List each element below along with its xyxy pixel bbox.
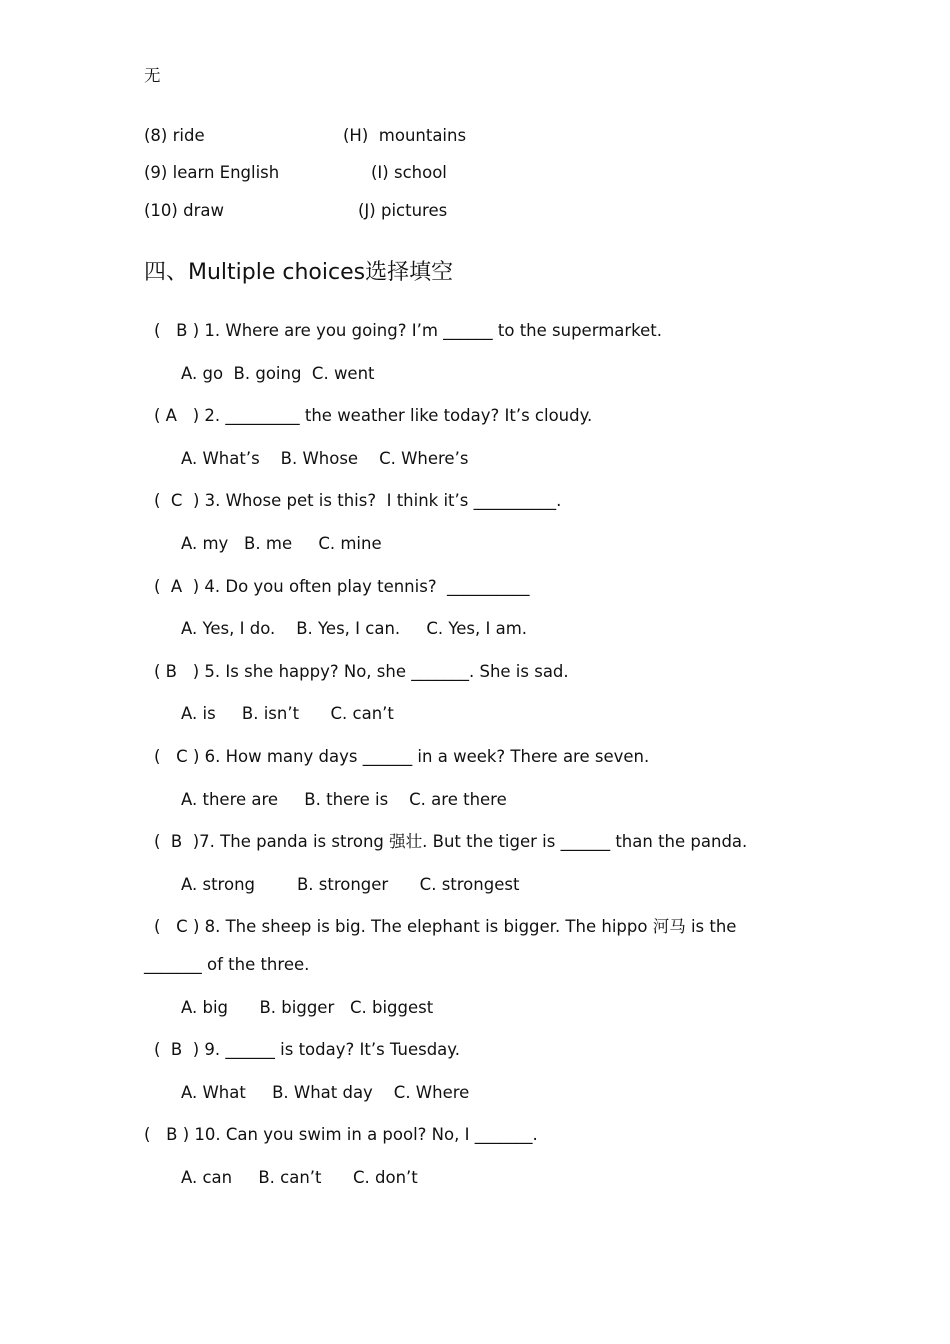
matching-left-9: (9) learn English [144,163,280,182]
question-6-stem: ( C ) 6. How many days ______ in a week? There are seven. [154,747,650,766]
question-9-stem: ( B ) 9. ______ is today? It’s Tuesday. [154,1040,460,1059]
question-2-options: A. What’s B. Whose C. Where’s [181,449,469,468]
question-9-options: A. What B. What day C. Where [181,1083,470,1102]
section-heading [144,262,453,284]
question-1-options: A. go B. going C. went [181,364,375,383]
matching-right-h: (H) mountains [343,126,467,145]
question-7-stem [154,834,747,851]
matching-left-8: (8) ride [144,126,205,145]
question-8-stem-b: is the [685,917,737,936]
question-5-options: A. is B. isn’t C. can’t [181,704,394,723]
question-8-stem-cn: 河马 [652,917,686,936]
question-3-options: A. my B. me C. mine [181,534,382,553]
question-1-stem: ( B ) 1. Where are you going? I’m ______ to the supermarket. [154,321,663,340]
matching-right-j: (J) pictures [358,201,448,220]
question-7-stem-b: . But the tiger is ______ than the panda. [422,832,748,851]
question-2-stem: ( A ) 2. _________ the weather like today? It’s cloudy. [154,406,593,425]
matching-left-10: (10) draw [144,201,224,220]
question-5-stem: ( B ) 5. Is she happy? No, she _______. She is sad. [154,662,569,681]
section-heading-prefix: 四、Multiple choices [144,260,366,285]
question-8-stem-continued: _______ of the three. [144,955,310,974]
question-7-stem-a: ( B )7. The panda is strong [154,832,390,851]
question-7-options: A. strong B. stronger C. strongest [181,875,520,894]
question-6-options: A. there are B. there is C. are there [181,790,507,809]
question-10-stem: ( B ) 10. Can you swim in a pool? No, I _______. [144,1125,538,1144]
question-4-stem: ( A ) 4. Do you often play tennis? __________ [154,577,530,596]
section-heading-cn: 选择填空 [365,260,454,285]
question-7-stem-cn: 强壮 [389,832,423,851]
question-4-options: A. Yes, I do. B. Yes, I can. C. Yes, I am. [181,619,528,638]
question-8-stem [154,919,736,936]
top-note: 无 [144,66,161,85]
question-3-stem: ( C ) 3. Whose pet is this? I think it’s __________. [154,491,562,510]
question-8-stem-a: ( C ) 8. The sheep is big. The elephant is bigger. The hippo [154,917,653,936]
matching-right-i: (I) school [371,163,447,182]
question-10-options: A. can B. can’t C. don’t [181,1168,418,1187]
question-8-options: A. big B. bigger C. biggest [181,998,434,1017]
